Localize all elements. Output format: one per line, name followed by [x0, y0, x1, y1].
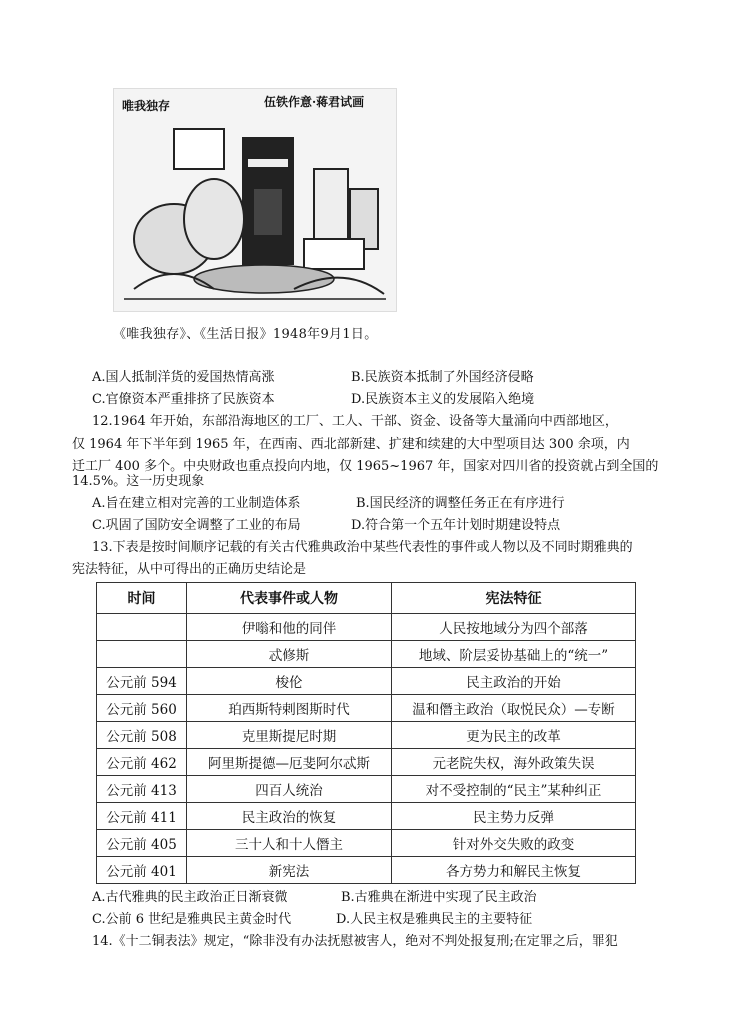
q12-option-d: D.符合第一个五年计划时期建设特点 [351, 518, 561, 533]
cell-time: 公元前 594 [97, 668, 187, 695]
cell-feature: 对不受控制的“民主”某种纠正 [392, 776, 636, 803]
cell-time: 公元前 405 [97, 830, 187, 857]
cell-event: 阿里斯提德—厄斐阿尔忒斯 [187, 749, 392, 776]
q12-line-3: 迁工厂 400 多个。中央财政也重点投向内地，仅 1965~1967 年，国家对四川省的投资就占到全国的 [72, 459, 659, 474]
cell-time: 公元前 411 [97, 803, 187, 830]
table-row [97, 857, 636, 884]
q13-option-c: C.公前 6 世纪是雅典民主黄金时代 [92, 912, 292, 927]
table-row [97, 749, 636, 776]
cell-feature: 温和僭主政治（取悦民众）—专断 [392, 695, 636, 722]
q12-option-a: A.旨在建立相对完善的工业制造体系 [92, 496, 301, 511]
table-row [97, 614, 636, 641]
cell-time: 公元前 401 [97, 857, 187, 884]
cartoon-title-left: 唯我独存 [122, 99, 171, 113]
cartoon-image [113, 88, 397, 312]
q13-line-2: 宪法特征，从中可得出的正确历史结论是 [72, 562, 307, 577]
cell-event: 三十人和十人僭主 [187, 830, 392, 857]
cell-event: 民主政治的恢复 [187, 803, 392, 830]
cell-event: 忒修斯 [187, 641, 392, 668]
cell-event: 克里斯提尼时期 [187, 722, 392, 749]
cell-feature: 人民按地域分为四个部落 [392, 614, 636, 641]
table-header-row [97, 583, 636, 614]
q12-option-b: B.国民经济的调整任务正在有序进行 [356, 496, 565, 511]
cell-time [97, 641, 187, 668]
q11-option-b: B.民族资本抵制了外国经济侵略 [351, 370, 534, 385]
table-row [97, 722, 636, 749]
q11-option-a: A.国人抵制洋货的爱国热情高涨 [92, 370, 275, 385]
cell-time [97, 614, 187, 641]
q12-option-c: C.巩固了国防安全调整了工业的布局 [92, 518, 301, 533]
header-time: 时间 [97, 583, 187, 614]
q12-line-1: 12.1964 年开始，东部沿海地区的工厂、工人、干部、资金、设备等大量涌向中西部地区， [92, 414, 618, 429]
q13-option-d: D.人民主权是雅典民主的主要特征 [336, 912, 533, 927]
table-row [97, 695, 636, 722]
cartoon-caption: 《唯我独存》、《生活日报》1948年9月1日。 [113, 327, 378, 342]
cell-time: 公元前 560 [97, 695, 187, 722]
cell-feature: 更为民主的改革 [392, 722, 636, 749]
cartoon-drawing [114, 89, 396, 311]
cell-feature: 各方势力和解民主恢复 [392, 857, 636, 884]
cell-event: 伊嗡和他的同伴 [187, 614, 392, 641]
q12-line-2: 仅 1964 年下半年到 1965 年，在西南、西北部新建、扩建和续建的大中型项目达 300 余项，内 [72, 437, 630, 452]
table-row [97, 776, 636, 803]
table-row [97, 641, 636, 668]
header-constitution: 宪法特征 [392, 583, 636, 614]
q14-line-1: 14.《十二铜表法》规定，“除非没有办法抚慰被害人，绝对不判处报复刑;在定罪之后，罪犯 [92, 934, 618, 949]
athens-history-table [96, 582, 636, 884]
cell-feature: 地域、阶层妥协基础上的“统一” [392, 641, 636, 668]
cell-time: 公元前 413 [97, 776, 187, 803]
cell-event: 新宪法 [187, 857, 392, 884]
table-row [97, 830, 636, 857]
cell-feature: 针对外交失败的政变 [392, 830, 636, 857]
cell-feature: 元老院失权，海外政策失误 [392, 749, 636, 776]
cartoon-title-right: 伍铁作意·蒋君试画 [264, 95, 365, 109]
cell-event: 珀西斯特剌图斯时代 [187, 695, 392, 722]
cell-feature: 民主政治的开始 [392, 668, 636, 695]
q12-line-4: 14.5%。这一历史现象 [72, 474, 205, 489]
cell-event: 梭伦 [187, 668, 392, 695]
q13-option-b: B.古雅典在渐进中实现了民主政治 [341, 890, 537, 905]
cell-time: 公元前 508 [97, 722, 187, 749]
cell-event: 四百人统治 [187, 776, 392, 803]
cell-feature: 民主势力反弹 [392, 803, 636, 830]
table-row [97, 803, 636, 830]
cell-time: 公元前 462 [97, 749, 187, 776]
q11-option-c: C.官僚资本严重排挤了民族资本 [92, 392, 275, 407]
header-event: 代表事件或人物 [187, 583, 392, 614]
q13-option-a: A.古代雅典的民主政治正日渐衰微 [92, 890, 288, 905]
q11-option-d: D.民族资本主义的发展陷入绝境 [351, 392, 535, 407]
table-row [97, 668, 636, 695]
q13-line-1: 13.下表是按时间顺序记载的有关古代雅典政治中某些代表性的事件或人物以及不同时期雅典的 [92, 540, 633, 555]
